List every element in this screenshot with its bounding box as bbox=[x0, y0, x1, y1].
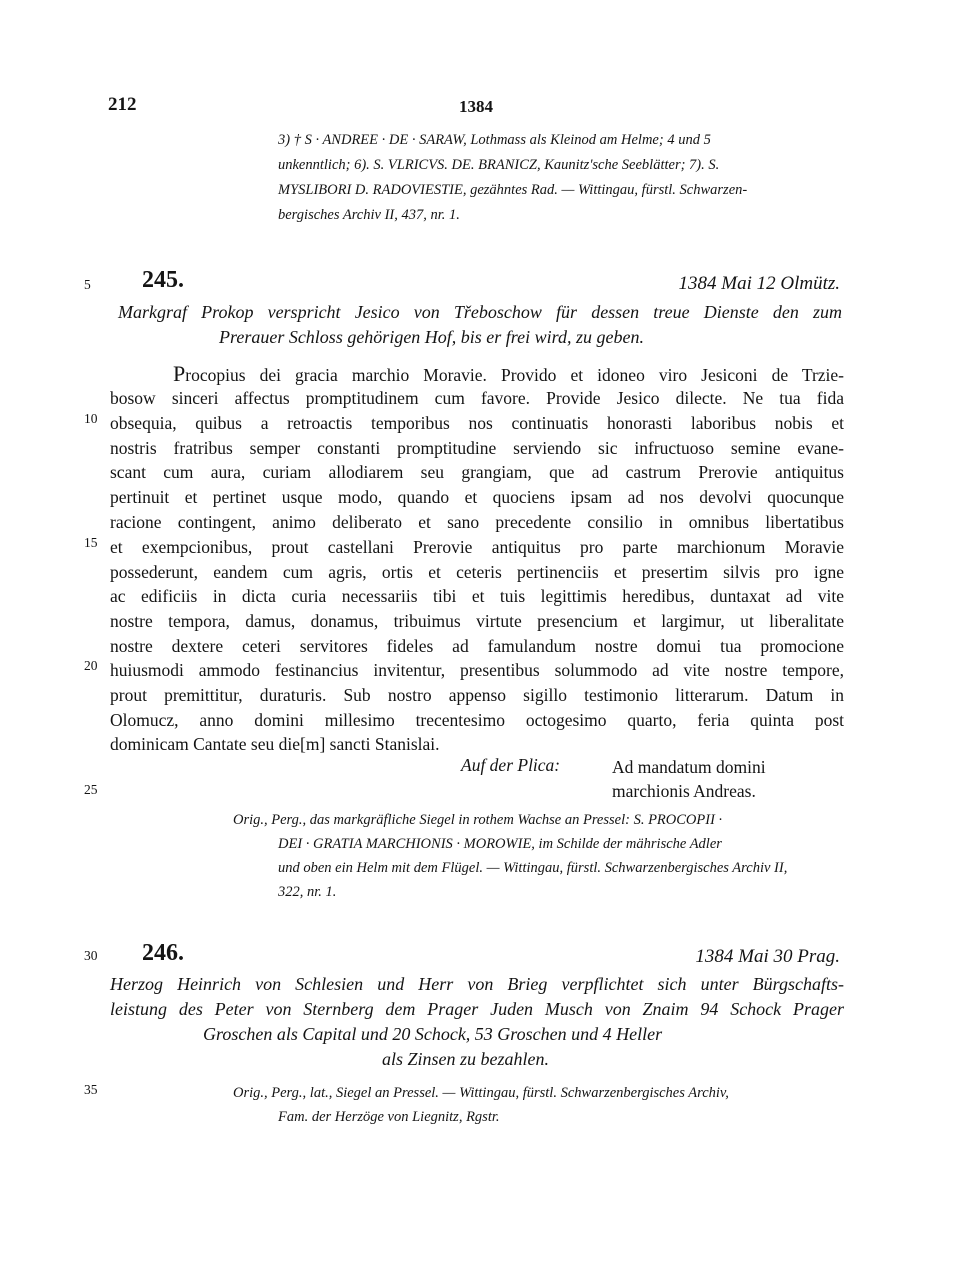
regest-line-245: Prerauer Schloss gehörigen Hof, bis er frei wird, zu geben. bbox=[219, 327, 644, 347]
document-number-245: 245. bbox=[142, 267, 184, 293]
prev-note-line: MYSLIBORI D. RADOVIESTIE, gezähntes Rad. — Wittingau, fürstl. Schwarzen- bbox=[278, 182, 748, 198]
source-note-245: DEI · GRATIA MARCHIONIS · MOROWIE, im Schilde der mährische Adler bbox=[278, 836, 722, 852]
line-number: 25 bbox=[84, 782, 98, 797]
text-line-245: pertinuit et pertinet usque modo, quando et quociens ipsam ad nos devolvi quocunque bbox=[110, 487, 844, 507]
regest-line-245: Markgraf Prokop verspricht Jesico von Třeboschow für dessen treue Dienste den zum bbox=[118, 302, 842, 322]
text-line-245: prout premittitur, duraturis. Sub nostro appenso sigillo testimonio litterarum. Datum in bbox=[110, 685, 844, 705]
regest-line-246: leistung des Peter von Sternberg dem Prager Juden Musch von Znaim 94 Schock Prager bbox=[110, 999, 844, 1019]
prev-note-line: 3) † S · ANDREE · DE · SARAW, Lothmass als Kleinod am Helme; 4 und 5 bbox=[278, 132, 711, 148]
source-note-246: Orig., Perg., lat., Siegel an Pressel. — Wittingau, fürstl. Schwarzenbergisches Archiv, bbox=[233, 1085, 729, 1101]
text-line-245: nostre tempora, damus, donamus, tribuimus virtute presencium et largimur, ut liberalitate bbox=[110, 611, 844, 631]
page-number: 212 bbox=[108, 94, 137, 115]
text-line-245: racione contingent, animo deliberato et sano precedente consilio in omnibus libertatibus bbox=[110, 512, 844, 532]
text-line-245: huiusmodi ammodo festinancius invitentur, presentibus solummodo ad vite nostre tempore, bbox=[110, 660, 844, 680]
line-number: 15 bbox=[84, 535, 98, 550]
text-line-245: Olomucz, anno domini millesimo trecentesimo octogesimo quarto, feria quinta post bbox=[110, 710, 844, 730]
line-number: 35 bbox=[84, 1082, 98, 1097]
document-date-245: 1384 Mai 12 Olmütz. bbox=[678, 273, 840, 294]
regest-line-246: als Zinsen zu bezahlen. bbox=[382, 1049, 550, 1069]
running-head: 1384 bbox=[459, 97, 493, 116]
document-date-246: 1384 Mai 30 Prag. bbox=[695, 946, 840, 967]
source-note-245: 322, nr. 1. bbox=[278, 884, 337, 900]
source-note-246: Fam. der Herzöge von Liegnitz, Rgstr. bbox=[278, 1109, 500, 1125]
line-number: 10 bbox=[84, 411, 98, 426]
initial-letter: P bbox=[173, 361, 186, 386]
text-line-245: nostris fratribus semper constanti promptitudine serviendo sic infructuoso semine evane- bbox=[110, 438, 844, 458]
text-line-245: possederunt, eandem cum agris, ortis et ceteris pertinenciis et presertim silvis pro igne bbox=[110, 562, 844, 582]
plica-label: Auf der Plica: bbox=[461, 755, 561, 775]
text-line-245: bosow sinceri affectus promptitudinem cum favore. Provide Jesico dilecte. Ne tua fida bbox=[110, 388, 844, 408]
text-line-245: scant cum aura, curiam allodiarem seu grangiam, que ad castrum Prerovie antiquitus bbox=[110, 462, 844, 482]
source-note-245: und oben ein Helm mit dem Flügel. — Wittingau, fürstl. Schwarzenbergisches Archiv II, bbox=[278, 860, 788, 876]
text-line-245: Procopius dei gracia marchio Moravie. Provido et idoneo viro Jesiconi de Trzie- bbox=[173, 361, 844, 386]
text-line-245: et exempcionibus, prout castellani Prerovie antiquitus pro parte marchionum Moravie bbox=[110, 537, 844, 557]
line-number: 5 bbox=[84, 277, 91, 292]
text-line-245: nostre dextere ceteri servitores fideles ad famulandum nostre domui tua promocione bbox=[110, 636, 844, 656]
document-number-246: 246. bbox=[142, 940, 184, 966]
plica-line: marchionis Andreas. bbox=[612, 781, 756, 801]
text-line-245: ac edificiis in dicta curia necessariis tibi et tuis legittimis heredibus, duntaxat ad vite bbox=[110, 586, 844, 606]
regest-line-246: Groschen als Capital und 20 Schock, 53 Groschen und 4 Heller bbox=[203, 1024, 663, 1044]
prev-note-line: bergisches Archiv II, 437, nr. 1. bbox=[278, 207, 460, 223]
text-line-245: dominicam Cantate seu die[m] sancti Stanislai. bbox=[110, 734, 440, 754]
line-number: 20 bbox=[84, 658, 98, 673]
plica-line: Ad mandatum domini bbox=[612, 757, 766, 777]
source-note-245: Orig., Perg., das markgräfliche Siegel in rothem Wachse an Pressel: S. PROCOPII · bbox=[233, 812, 723, 828]
text-line-245: obsequia, quibus a retroactis temporibus nos continuatis honorasti laboribus nobis et bbox=[110, 413, 844, 433]
line-number: 30 bbox=[84, 948, 98, 963]
regest-line-246: Herzog Heinrich von Schlesien und Herr von Brieg verpflichtet sich unter Bürgschafts- bbox=[110, 974, 844, 994]
prev-note-line: unkenntlich; 6). S. VLRICVS. DE. BRANICZ, Kaunitz'sche Seeblätter; 7). S. bbox=[278, 157, 720, 173]
